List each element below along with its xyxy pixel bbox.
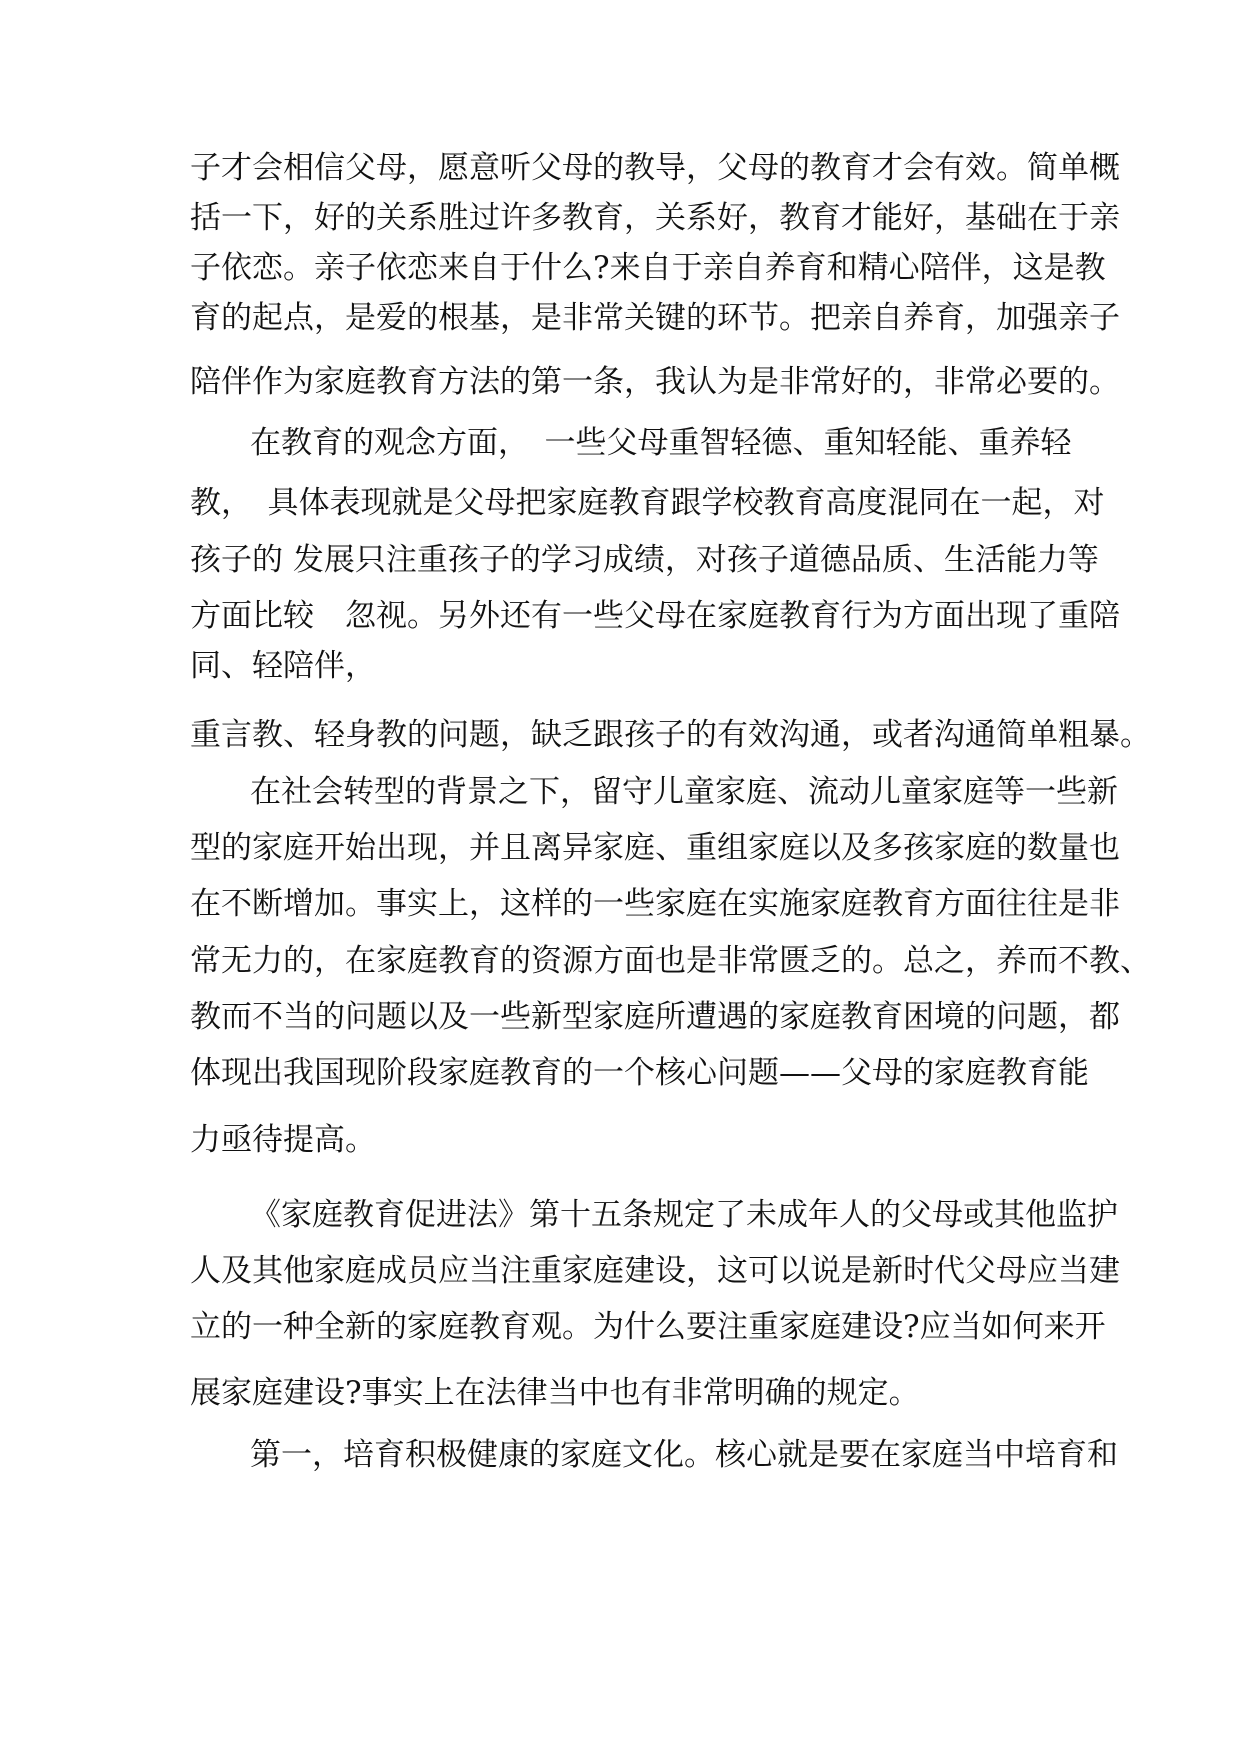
text-line: 展家庭建设?事实上在法律当中也有非常明确的规定。: [190, 1375, 920, 1411]
text-line: 立的一种全新的家庭教育观。为什么要注重家庭建设?应当如何来开: [190, 1309, 1106, 1345]
text-line: 力亟待提高。: [190, 1122, 376, 1158]
text-line: 陪伴作为家庭教育方法的第一条，我认为是非常好的，非常必要的。: [190, 364, 1120, 400]
text-line: 孩子的 发展只注重孩子的学习成绩，对孩子道德品质、生活能力等: [190, 542, 1099, 578]
text-line: 育的起点，是爱的根基，是非常关键的环节。把亲自养育，加强亲子: [190, 300, 1120, 336]
text-line: 体现出我国现阶段家庭教育的一个核心问题——父母的家庭教育能: [190, 1055, 1089, 1091]
text-line: 子才会相信父母，愿意听父母的教导，父母的教育才会有效。简单概: [190, 150, 1120, 186]
text-line: 教而不当的问题以及一些新型家庭所遭遇的家庭教育困境的问题，都: [190, 999, 1120, 1035]
text-line: 子依恋。亲子依恋来自于什么?来自于亲自养育和精心陪伴，这是教: [190, 250, 1106, 286]
text-line: 方面比较 忽视。另外还有一些父母在家庭教育行为方面出现了重陪: [190, 598, 1120, 634]
text-line: 《家庭教育促进法》第十五条规定了未成年人的父母或其他监护: [250, 1197, 1118, 1233]
text-line: 在不断增加。事实上，这样的一些家庭在实施家庭教育方面往往是非: [190, 886, 1120, 922]
text-line: 常无力的，在家庭教育的资源方面也是非常匮乏的。总之，养而不教、: [190, 943, 1151, 979]
text-line: 同、轻陪伴，: [190, 648, 376, 684]
text-line: 人及其他家庭成员应当注重家庭建设，这可以说是新时代父母应当建: [190, 1253, 1120, 1289]
text-line: 括一下，好的关系胜过许多教育，关系好，教育才能好，基础在于亲: [190, 200, 1120, 236]
text-line: 教， 具体表现就是父母把家庭教育跟学校教育高度混同在一起，对: [190, 485, 1105, 521]
text-line: 重言教、轻身教的问题，缺乏跟孩子的有效沟通，或者沟通简单粗暴。: [190, 717, 1151, 753]
text-line: 第一，培育积极健康的家庭文化。核心就是要在家庭当中培育和: [250, 1437, 1118, 1473]
text-line: 型的家庭开始出现，并且离异家庭、重组家庭以及多孩家庭的数量也: [190, 830, 1120, 866]
text-line: 在社会转型的背景之下，留守儿童家庭、流动儿童家庭等一些新: [250, 774, 1118, 810]
text-line: 在教育的观念方面， 一些父母重智轻德、重知轻能、重养轻: [250, 425, 1072, 461]
